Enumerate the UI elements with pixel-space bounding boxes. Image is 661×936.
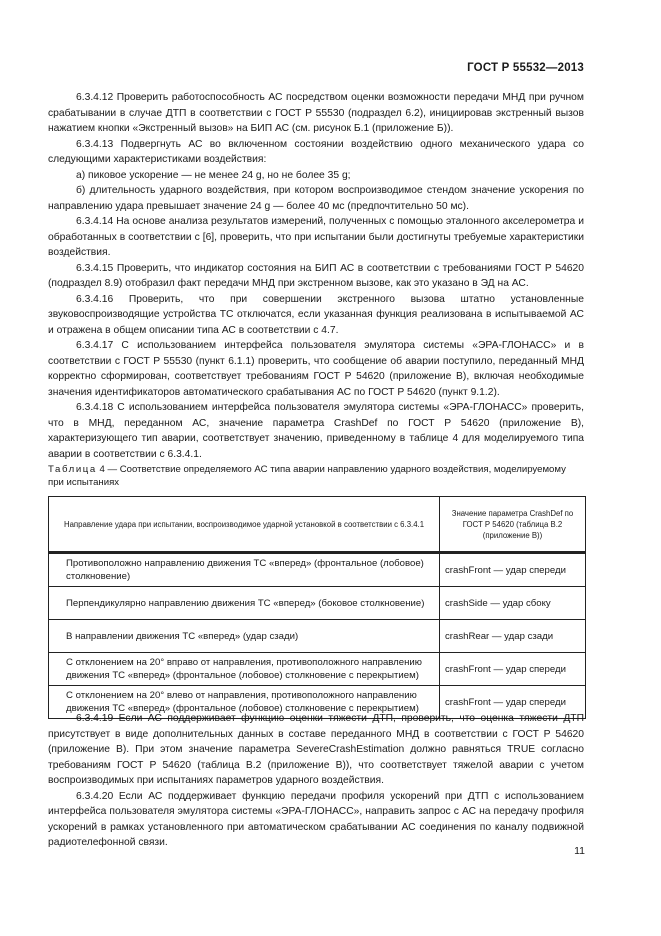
paragraph-6-3-4-18: 6.3.4.18 С использованием интерфейса пользователя эмулятора системы «ЭРА-ГЛОНАСС» проверить, что в МНД, переданном АС, значение параметра CrashDef по ГОСТ Р 54620 (приложение В), характеризующего тип аварии, соответствует значению, приведенному в таблице 4 для моделируемого типа аварии в соответствии с 6.3.4.1. bbox=[48, 402, 584, 460]
paragraph-6-3-4-12: 6.3.4.12 Проверить работоспособность АС посредством оценки возможности передачи МНД при ручном срабатывании в случае ДТП в соответствии с ГОСТ Р 55530 (подраздел 6.2), инициировав экстренный вызов нажатием кнопки «Экстренный вызов» на БИП АС (см. рисунок Б.1 (приложение Б)). bbox=[48, 92, 584, 134]
paragraph-6-3-4-16: 6.3.4.16 Проверить, что при совершении экстренного вызова штатно установленные звуковоспроизводящие устройства ТС отключатся, если указанная функция реализована в испытываемой АС и отражена в общем описании типа АС в соответствии с 4.7. bbox=[48, 293, 584, 336]
paragraph-6-3-4-17: 6.3.4.17 С использованием интерфейса пользователя эмулятора системы «ЭРА-ГЛОНАСС» и в соответствии с ГОСТ Р 55530 (пункт 6.1.1) проверить, что сообщение об аварии поступило, переданный МНД корректно сформирован, соответствует требованиям ГОСТ Р 54620 (приложение В), включая необходимые значения идентификаторов автоматического срабатывания АС по ГОСТ Р 54620 (пункт 9.1.2). bbox=[48, 340, 584, 398]
table-caption bbox=[48, 463, 584, 489]
table-row bbox=[49, 620, 586, 653]
table-header-row bbox=[49, 497, 586, 553]
paragraph-6-3-4-15: 6.3.4.15 Проверить, что индикатор состояния на БИП АС в соответствии с требованиями ГОСТ Р 54620 (подраздел 8.9) отобразил факт передачи МНД при экстренном вызове, как это указано в ЭД на АС. bbox=[48, 262, 584, 289]
table-cell-value: crashFront — удар спереди bbox=[440, 686, 586, 719]
paragraph-6-3-4-14: 6.3.4.14 На основе анализа результатов измерений, полученных с помощью эталонного акселерометра и обработанных в соответствии с [6], проверить, что при испытании были достигнуты требуемые характеристики воздействия. bbox=[48, 216, 584, 258]
table-cell-direction: Противоположно направлению движения ТС «вперед» (фронтальное (лобовое) столкновение) bbox=[49, 553, 440, 587]
table-cell-direction: С отклонением на 20° вправо от направления, противоположного направлению движения ТС «вперед» (фронтальное (лобовое) столкновение с перекрытием) bbox=[49, 653, 440, 686]
table-header-direction: Направление удара при испытании, воспроизводимое ударной установкой в соответствии с 6.3.4.1 bbox=[49, 497, 440, 553]
paragraph-6-3-4-20: 6.3.4.20 Если АС поддерживает функцию передачи профиля ускорений при ДТП с использованием интерфейса пользователя эмулятора системы «ЭРА-ГЛОНАСС», направить запрос с АС на передачу профиля ускорений в рамках установленного при автоматическом срабатывании АС соединения по каналу подвижной радиотелефонной связи. bbox=[48, 790, 584, 848]
table-cell-value: crashFront — удар спереди bbox=[440, 553, 586, 587]
bottom-text-block bbox=[48, 711, 584, 851]
table-cell-direction: Перпендикулярно направлению движения ТС «вперед» (боковое столкновение) bbox=[49, 587, 440, 620]
table-row bbox=[49, 587, 586, 620]
document-header-code: ГОСТ Р 55532—2013 bbox=[467, 62, 584, 74]
list-item-b: б) длительность ударного воздействия, при котором воспроизводимое стендом значение ускорения по направлению удара превышает значение 24 g — более 40 мс (предпочтительно 50 мс). bbox=[48, 185, 584, 212]
table-header-crashdef: Значение параметра CrashDef по ГОСТ Р 54620 (таблица В.2 (приложение В)) bbox=[440, 497, 586, 553]
table-row bbox=[49, 553, 586, 587]
table-caption-label: Таблица bbox=[48, 464, 97, 475]
table-cell-value: crashSide — удар сбоку bbox=[440, 587, 586, 620]
list-item-a: а) пиковое ускорение — не менее 24 g, но не более 35 g; bbox=[76, 169, 351, 181]
table-caption-text: 4 — Соответствие определяемого АС типа аварии направлению ударного воздействия, моделируемому при испытаниях bbox=[48, 464, 566, 488]
top-text-block bbox=[48, 90, 584, 462]
table-cell-value: crashRear — удар сзади bbox=[440, 620, 586, 653]
table-cell-value: crashFront — удар спереди bbox=[440, 653, 586, 686]
table-cell-direction: В направлении движения ТС «вперед» (удар сзади) bbox=[49, 620, 440, 653]
table-cell-direction: С отклонением на 20° влево от направления, противоположного направлению движения ТС «вперед» (фронтальное (лобовое) столкновение с перекрытием) bbox=[49, 686, 440, 719]
paragraph-6-3-4-13: 6.3.4.13 Подвергнуть АС во включенном состоянии воздействию одного механического удара со следующими характеристиками воздействия: bbox=[48, 138, 584, 165]
paragraph-6-3-4-19: 6.3.4.19 Если АС поддерживает функцию оценки тяжести ДТП, проверить, что оценка тяжести ДТП присутствует в виде дополнительных данных в составе переданного МНД в соответствии с ГОСТ Р 54620 (приложение В). При этом значение параметра SevereCrashEstimation должно равняться TRUE согласно требованиям ГОСТ Р 54620 (таблица В.2 (приложение В)), что соответствует тяжелой аварии с учетом воспроизводимых при испытаниях параметров ударного воздействия. bbox=[48, 713, 584, 786]
crash-type-table bbox=[48, 496, 586, 719]
table-row bbox=[49, 653, 586, 686]
page-number: 11 bbox=[574, 845, 585, 857]
